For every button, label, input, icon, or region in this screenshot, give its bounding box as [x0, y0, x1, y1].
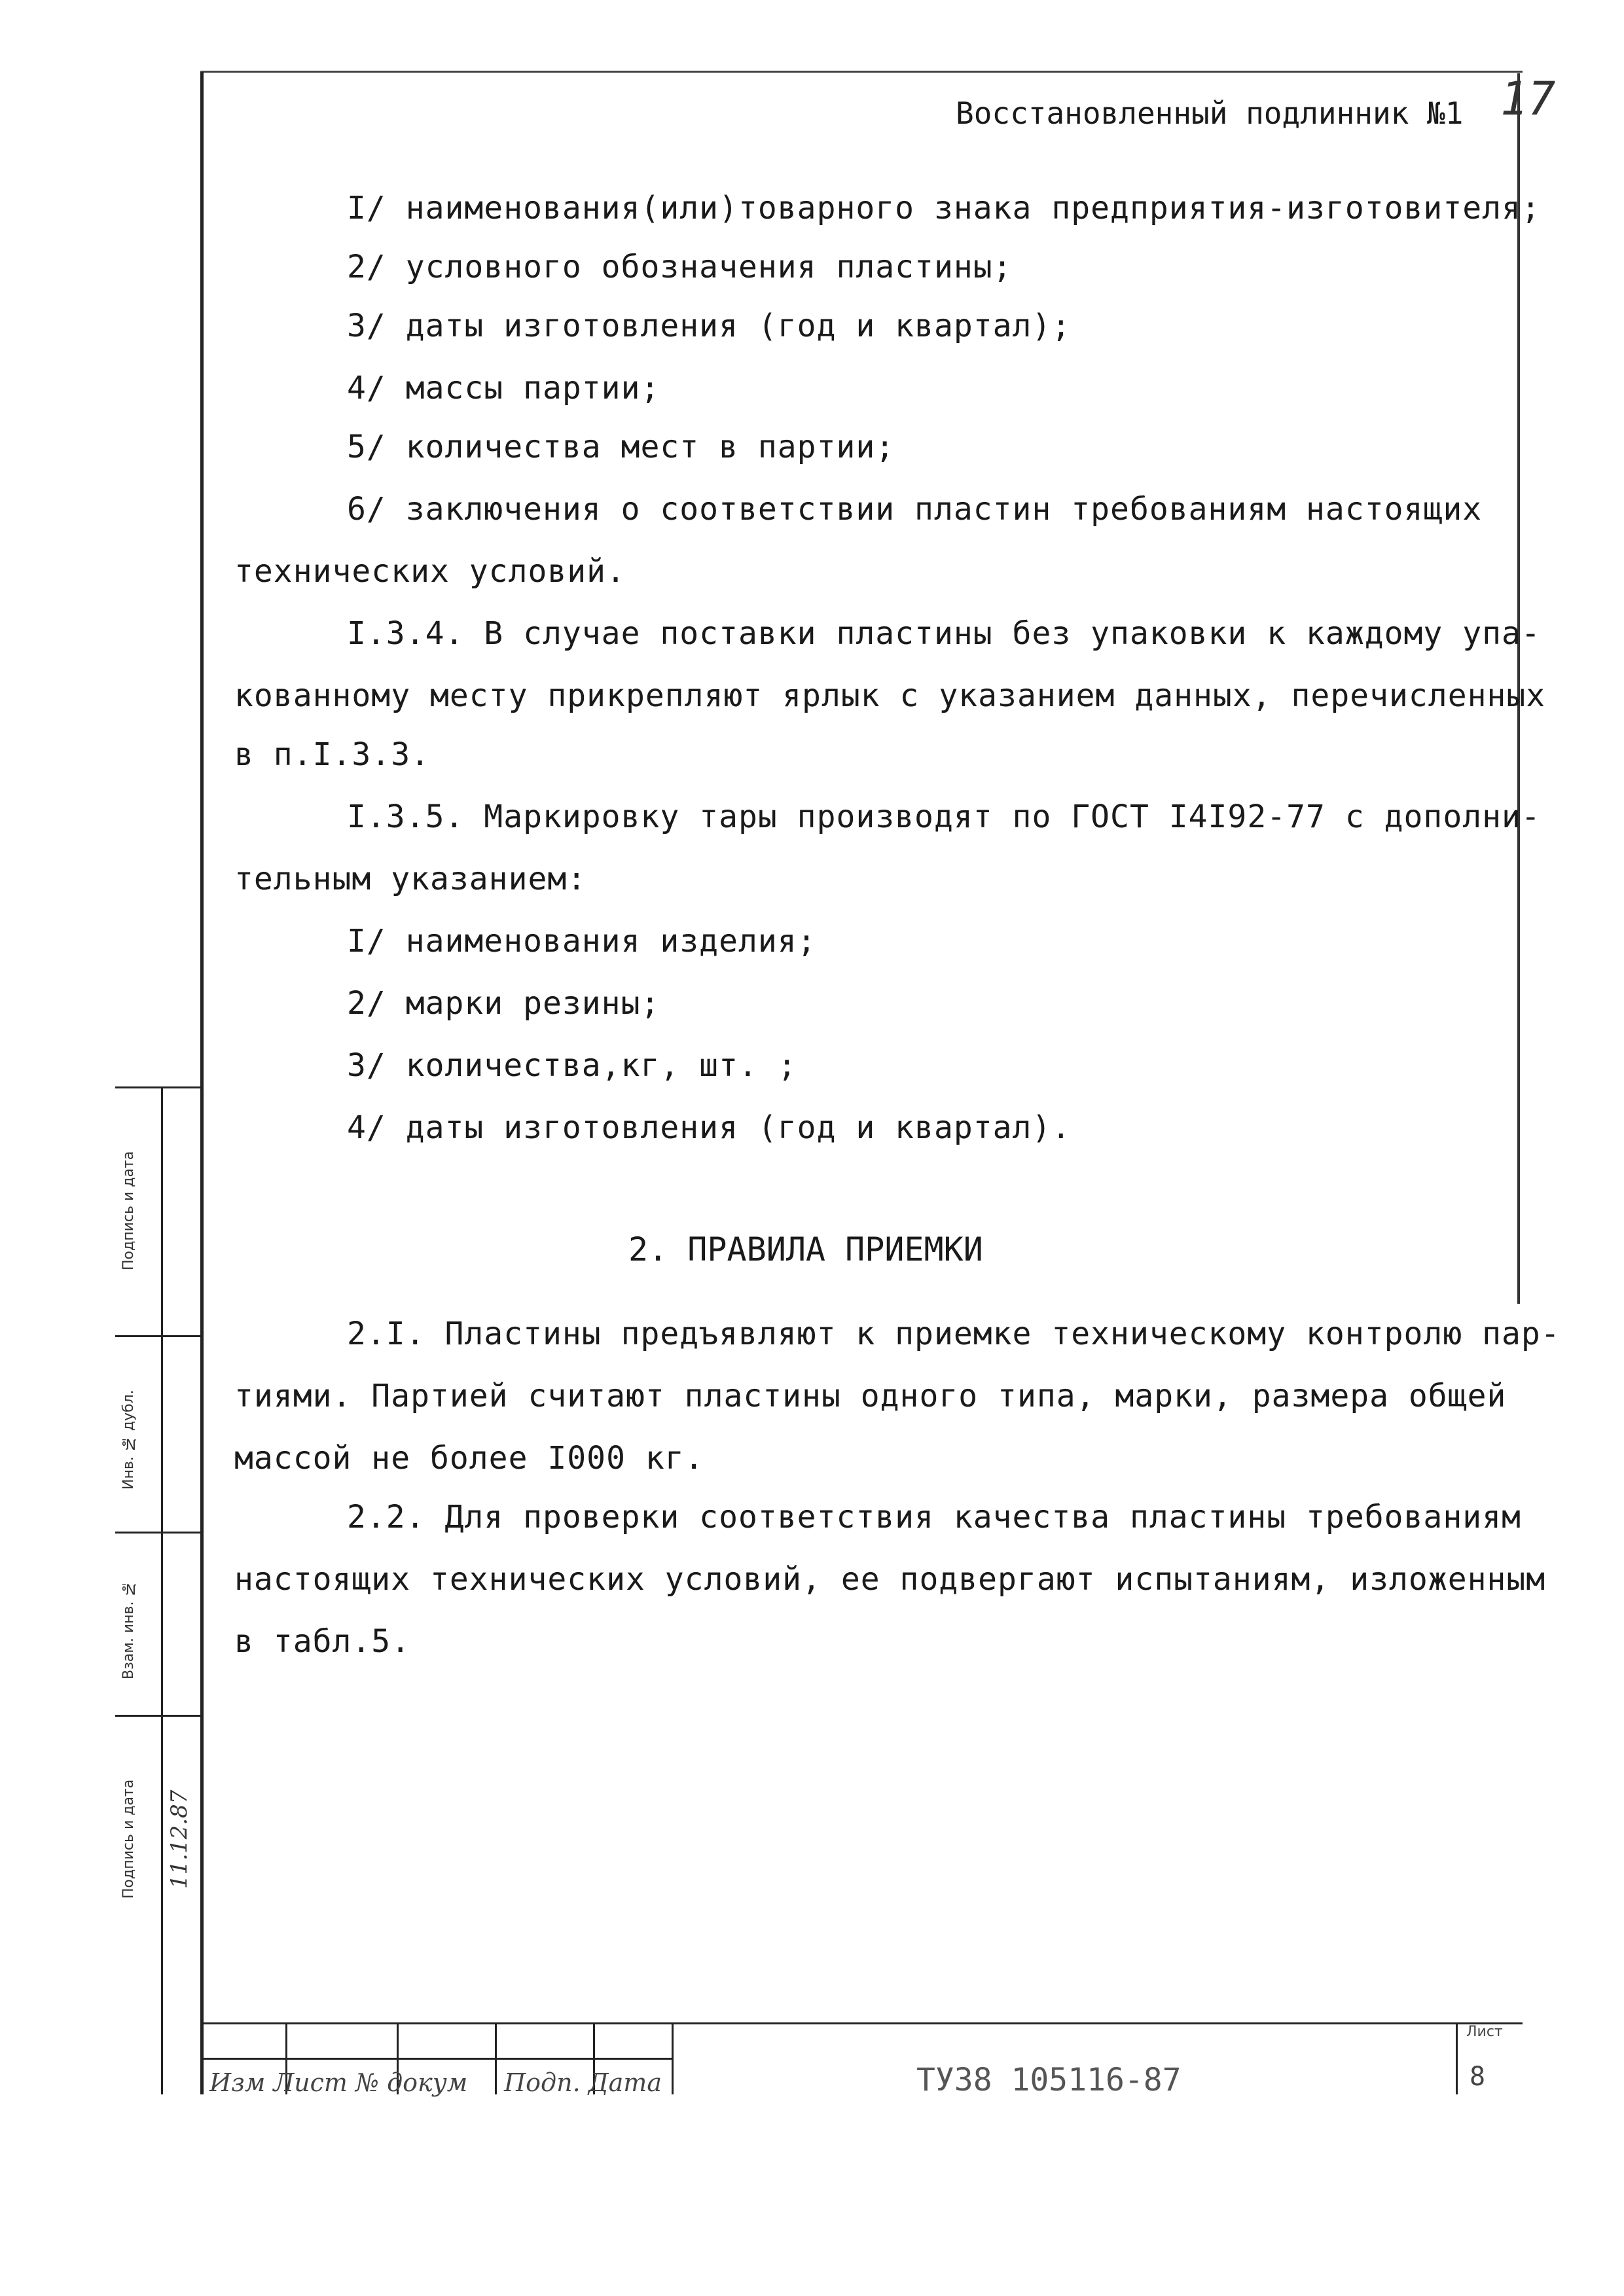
text-line: 3/ даты изготовления (год и квартал);	[347, 308, 1072, 344]
stamp-replaces-inventory: Взам. инв. №	[120, 1580, 137, 1679]
text-line: тельным указанием:	[234, 861, 587, 897]
title-block-change-fields: Изм Лист № докум	[209, 2068, 468, 2097]
sheet-number: 8	[1470, 2062, 1486, 2092]
text-line: 3/ количества,кг, шт. ;	[347, 1047, 797, 1084]
document-code: ТУ38 105116-87	[916, 2062, 1182, 2098]
stamp-divider	[115, 1335, 202, 1337]
title-block-divider	[495, 2022, 497, 2094]
text-line: I.3.5. Маркировку тары производят по ГОСТ I4I92-77 с дополни-	[347, 798, 1541, 835]
text-line: 4/ массы партии;	[347, 370, 660, 406]
frame-top-border	[200, 71, 1523, 73]
title-block-mid-line	[200, 2058, 672, 2060]
text-line: 2/ марки резины;	[347, 985, 660, 1022]
text-line: в табл.5.	[234, 1623, 411, 1660]
text-line: 2.I. Пластины предъявляют к приемке техническому контролю пар-	[347, 1316, 1561, 1352]
left-margin-stamp	[115, 1086, 202, 2094]
stamp-signature-date-1: Подпись и дата	[120, 1151, 137, 1271]
title-block-divider	[672, 2022, 674, 2094]
text-line: I/ наименования(или)товарного знака предприятия-изготовителя;	[347, 190, 1541, 226]
text-line: 2.2. Для проверки соответствия качества пластины требованиям	[347, 1499, 1521, 1535]
stamp-divider	[115, 1715, 202, 1717]
text-line: кованному месту прикрепляют ярлык с указанием данных, перечисленных	[234, 677, 1546, 714]
stamp-duplicate-inventory: Инв. № дубл.	[120, 1390, 137, 1490]
title-block-top-line	[200, 2022, 1523, 2024]
text-line: 4/ даты изготовления (год и квартал).	[347, 1109, 1072, 1146]
text-line: 5/ количества мест в партии;	[347, 429, 895, 465]
sheet-label: Лист	[1466, 2024, 1503, 2040]
stamp-divider-vertical	[161, 1086, 163, 2094]
text-line: настоящих технических условий, ее подвергают испытаниям, изложенным	[234, 1561, 1546, 1598]
stamp-handwritten-date: 11.12.87	[166, 1789, 192, 1889]
text-line: I/ наименования изделия;	[347, 923, 817, 960]
section-title: 2. ПРАВИЛА ПРИЕМКИ	[628, 1230, 983, 1268]
stamp-signature-date-2: Подпись и дата	[120, 1779, 137, 1899]
title-block-divider	[1456, 2022, 1458, 2094]
text-line: 6/ заключения о соответствии пластин требованиям настоящих	[347, 491, 1483, 528]
text-line: массой не более I000 кг.	[234, 1440, 704, 1477]
text-line: I.3.4. В случае поставки пластины без упаковки к каждому упа-	[347, 615, 1541, 652]
text-line: тиями. Партией считают пластины одного типа, марки, размера общей	[234, 1378, 1507, 1414]
text-line: 2/ условного обозначения пластины;	[347, 249, 1013, 285]
title-block-signature-fields: Подп. Дата	[504, 2068, 662, 2097]
stamp-divider	[115, 1086, 202, 1088]
page-corner-number: 17	[1500, 72, 1556, 126]
restored-original-note: Восстановленный подлинник №1	[956, 96, 1464, 131]
text-line: в п.I.3.3.	[234, 736, 430, 773]
text-line: технических условий.	[234, 553, 626, 590]
stamp-divider	[115, 1532, 202, 1534]
